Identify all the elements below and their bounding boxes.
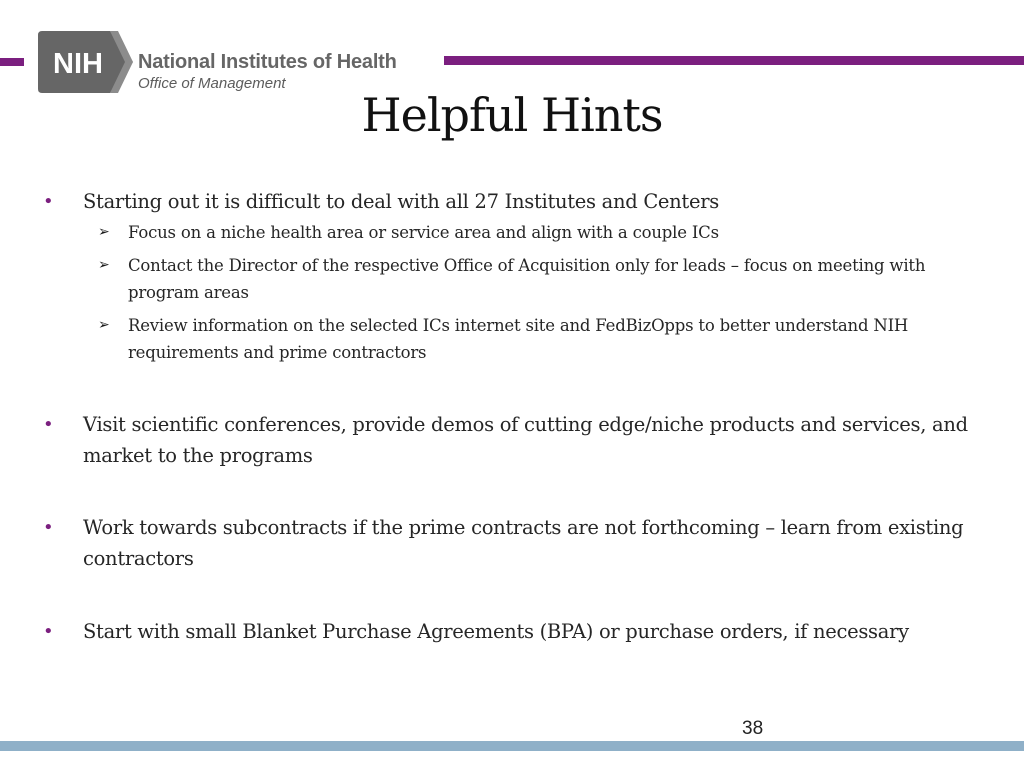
bullet-dot-icon: • bbox=[43, 621, 54, 642]
nih-badge-logo bbox=[38, 31, 133, 93]
bullet-dot-icon: • bbox=[43, 414, 54, 435]
header-accent-bar-left bbox=[0, 58, 24, 66]
bullet-text: Starting out it is difficult to deal with all 27 Institutes and Centers bbox=[83, 190, 719, 213]
logo-organization-name: National Institutes of Health bbox=[138, 51, 397, 73]
bullet-item bbox=[40, 616, 990, 647]
bullet-item bbox=[40, 409, 990, 471]
bullet-dot-icon: • bbox=[43, 517, 54, 538]
bullet-text: Visit scientific conferences, provide demos of cutting edge/niche products and services, and market to the programs bbox=[83, 413, 968, 467]
bullet-text: Start with small Blanket Purchase Agreements (BPA) or purchase orders, if necessary bbox=[83, 620, 909, 643]
sub-bullet-list bbox=[40, 219, 990, 366]
arrow-bullet-icon: ➢ bbox=[98, 224, 110, 240]
nih-badge-text: NIH bbox=[53, 48, 103, 80]
slide-title: Helpful Hints bbox=[361, 88, 663, 142]
page-number: 38 bbox=[742, 718, 764, 739]
sub-bullet-item bbox=[40, 312, 990, 366]
sub-bullet-text: Contact the Director of the respective Office of Acquisition only for leads – focus on meeting with program areas bbox=[128, 256, 926, 302]
bullet-text: Work towards subcontracts if the prime contracts are not forthcoming – learn from existing contractors bbox=[83, 516, 964, 570]
header-accent-bar-right bbox=[444, 56, 1024, 65]
nih-logo bbox=[38, 31, 448, 95]
bullet-dot-icon: • bbox=[43, 191, 54, 212]
sub-bullet-item bbox=[40, 252, 990, 306]
sub-bullet-text: Focus on a niche health area or service area and align with a couple ICs bbox=[128, 223, 719, 242]
slide-content bbox=[40, 186, 990, 647]
logo-office-name: Office of Management bbox=[138, 75, 286, 92]
footer-accent-bar bbox=[0, 741, 1024, 751]
sub-bullet-item bbox=[40, 219, 990, 246]
sub-bullet-text: Review information on the selected ICs internet site and FedBizOpps to better understand NIH requirements and prime contractors bbox=[128, 316, 909, 362]
arrow-bullet-icon: ➢ bbox=[98, 317, 110, 333]
bullet-item bbox=[40, 186, 990, 217]
bullet-item bbox=[40, 512, 990, 574]
arrow-bullet-icon: ➢ bbox=[98, 257, 110, 273]
